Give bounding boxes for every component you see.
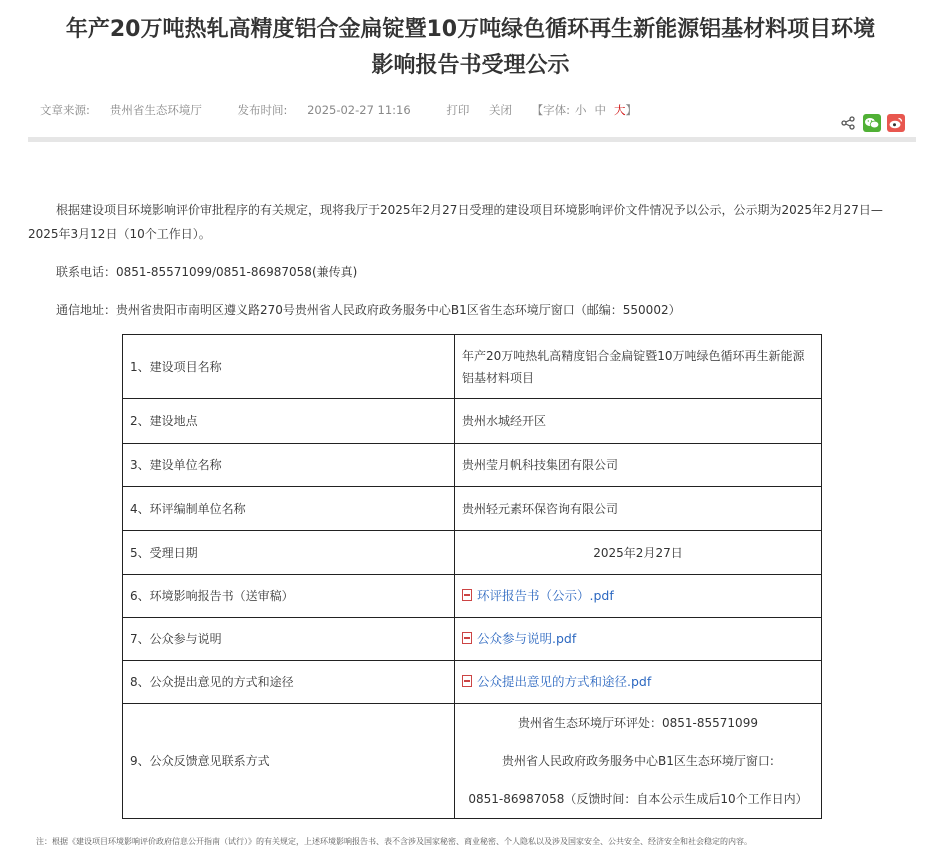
- font-size-label: 【字体:: [531, 103, 571, 117]
- source-label: 文章来源:: [40, 103, 90, 117]
- row-label: 8、公众提出意见的方式和途径: [123, 661, 455, 704]
- row-label: 3、建设单位名称: [123, 444, 455, 487]
- source-info: [40, 103, 218, 117]
- table-row: [123, 618, 822, 661]
- report-pdf-link[interactable]: 环评报告书（公示）.pdf: [477, 588, 614, 603]
- contact-line: 0851-86987058（反馈时间：自本公示生成后10个工作日内）: [468, 792, 808, 806]
- row-value: [455, 618, 822, 661]
- font-size-close: 】: [625, 103, 638, 117]
- row-label: 5、受理日期: [123, 531, 455, 575]
- contact-phone: 联系电话：0851-85571099/0851-86987058(兼传真): [56, 265, 358, 279]
- row-value: [455, 575, 822, 618]
- share-icon[interactable]: [839, 114, 857, 132]
- date-value: 2025-02-27 11:16: [307, 103, 411, 117]
- row-label: 9、公众反馈意见联系方式: [123, 704, 455, 819]
- row-value: 贵州莹月帆科技集团有限公司: [455, 444, 822, 487]
- row-value: [455, 661, 822, 704]
- wechat-icon[interactable]: [863, 114, 881, 132]
- source-value: 贵州省生态环境厅: [109, 103, 202, 117]
- table-row: [123, 399, 822, 444]
- font-large-link[interactable]: 大: [614, 103, 626, 117]
- footnote: 注：根据《建设项目环境影响评价政府信息公开指南（试行）》的有关规定，上述环境影响报告书、表不含涉及国家秘密、商业秘密、个人隐私以及涉及国家安全、公共安全、经济安全和社会稳定的内容。: [36, 837, 752, 846]
- weibo-icon[interactable]: [887, 114, 905, 132]
- table-row: [123, 575, 822, 618]
- pdf-file-icon: [462, 632, 472, 644]
- row-value: 年产20万吨热轧高精度铝合金扁锭暨10万吨绿色循环再生新能源铝基材料项目: [455, 335, 822, 399]
- row-label: 4、环评编制单位名称: [123, 487, 455, 531]
- contact-line: 贵州省人民政府政务服务中心B1区生态环境厅窗口:: [502, 754, 774, 768]
- intro-paragraph: 根据建设项目环境影响评价审批程序的有关规定，现将我厅于2025年2月27日受理的建设项目环境影响评价文件情况予以公示，公示期为2025年2月27日—2025年3月12日（10个工作日）。: [28, 203, 883, 241]
- row-value: 贵州水城经开区: [455, 399, 822, 444]
- row-value: [455, 704, 822, 819]
- pdf-file-icon: [462, 675, 472, 687]
- row-label: 1、建设项目名称: [123, 335, 455, 399]
- close-link[interactable]: 关闭: [489, 103, 513, 117]
- public-participation-pdf-link[interactable]: 公众参与说明.pdf: [477, 631, 577, 646]
- font-small-link[interactable]: 小: [575, 103, 587, 117]
- table-row: [123, 531, 822, 575]
- table-row: [123, 704, 822, 819]
- table-row: [123, 444, 822, 487]
- share-bar: [839, 114, 905, 132]
- page-title-line-1: 年产20万吨热轧高精度铝合金扁锭暨10万吨绿色循环再生新能源铝基材料项目环境: [65, 17, 876, 42]
- print-link[interactable]: 打印: [446, 103, 470, 117]
- feedback-method-pdf-link[interactable]: 公众提出意见的方式和途径.pdf: [477, 674, 652, 689]
- font-size-control: [532, 103, 637, 117]
- page-title: [0, 12, 941, 84]
- contact-line: 贵州省生态环境厅环评处：0851-85571099: [518, 716, 758, 730]
- contact-address: 通信地址：贵州省贵阳市南明区遵义路270号贵州省人民政府政务服务中心B1区省生态环境厅窗口（邮编：550002）: [56, 303, 681, 317]
- row-label: 6、环境影响报告书（送审稿）: [123, 575, 455, 618]
- article-meta: [40, 102, 637, 118]
- row-label: 2、建设地点: [123, 399, 455, 444]
- page-title-line-2: 影响报告书受理公示: [371, 53, 570, 78]
- pdf-file-icon: [462, 589, 472, 601]
- table-row: [123, 661, 822, 704]
- font-medium-link[interactable]: 中: [594, 103, 607, 117]
- project-info-table: [122, 334, 822, 819]
- date-info: [238, 103, 427, 117]
- table-row: [123, 335, 822, 399]
- row-value: 贵州轻元素环保咨询有限公司: [455, 487, 822, 531]
- row-label: 7、公众参与说明: [123, 618, 455, 661]
- row-value: 2025年2月27日: [455, 531, 822, 575]
- date-label: 发布时间:: [237, 103, 288, 117]
- table-row: [123, 487, 822, 531]
- header-divider: [28, 137, 916, 142]
